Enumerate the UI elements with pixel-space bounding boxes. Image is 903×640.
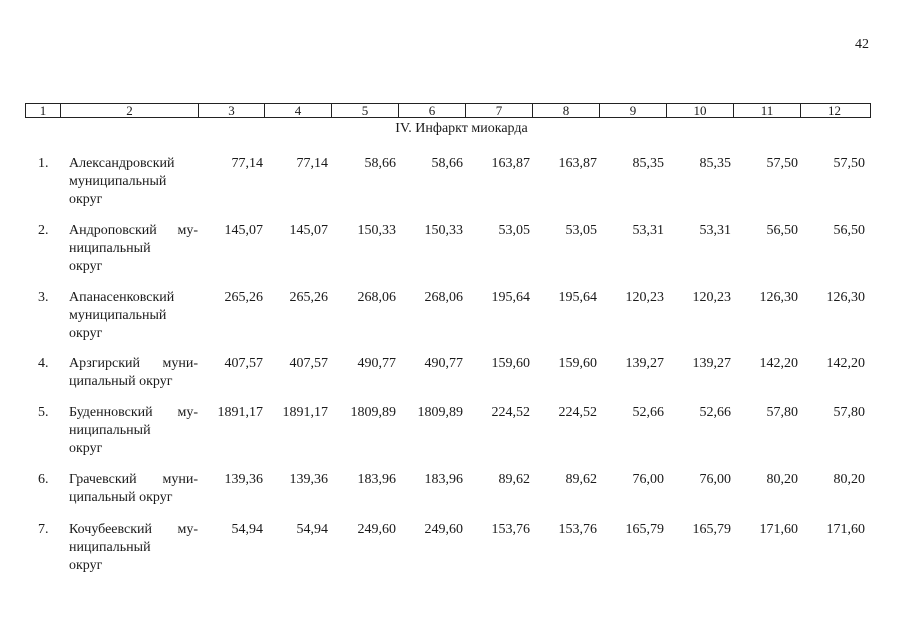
header-cell-9: 9 xyxy=(600,104,667,117)
value-col-6: 58,66 xyxy=(431,156,463,171)
header-cell-7: 7 xyxy=(466,104,533,117)
value-col-5: 58,66 xyxy=(364,156,396,171)
value-col-6: 1809,89 xyxy=(417,405,463,420)
header-cell-3: 3 xyxy=(199,104,265,117)
value-col-6: 183,96 xyxy=(424,472,463,487)
value-col-5: 490,77 xyxy=(357,356,396,371)
value-col-12: 56,50 xyxy=(833,223,865,238)
row-number: 1. xyxy=(38,156,49,171)
value-col-10: 120,23 xyxy=(692,290,731,305)
district-name xyxy=(69,521,198,575)
row-number: 3. xyxy=(38,290,49,305)
value-col-3: 1891,17 xyxy=(217,405,263,420)
value-col-12: 80,20 xyxy=(833,472,865,487)
value-col-10: 52,66 xyxy=(699,405,731,420)
header-cell-12: 12 xyxy=(828,103,841,118)
district-name-line: муниципальный xyxy=(69,174,167,189)
district-name-line: Грачевский муни- xyxy=(69,472,198,487)
header-cell-8: 8 xyxy=(533,104,600,117)
value-col-3: 265,26 xyxy=(224,290,263,305)
value-col-4: 77,14 xyxy=(296,156,328,171)
value-col-8: 89,62 xyxy=(565,472,597,487)
value-col-4: 145,07 xyxy=(289,223,328,238)
value-col-3: 407,57 xyxy=(224,356,263,371)
value-col-4: 407,57 xyxy=(289,356,328,371)
value-col-4: 139,36 xyxy=(289,472,328,487)
district-name-line: округ xyxy=(69,259,103,274)
value-col-11: 80,20 xyxy=(766,472,798,487)
row-number: 4. xyxy=(38,356,49,371)
value-col-7: 195,64 xyxy=(491,290,530,305)
value-col-7: 163,87 xyxy=(491,156,530,171)
value-col-9: 53,31 xyxy=(632,223,664,238)
header-cell-2: 2 xyxy=(61,104,199,117)
value-col-7: 53,05 xyxy=(498,223,530,238)
value-col-6: 249,60 xyxy=(424,522,463,537)
header-cell-4: 4 xyxy=(265,104,332,117)
district-name xyxy=(69,155,198,209)
value-col-9: 85,35 xyxy=(632,156,664,171)
header-cell-6: 6 xyxy=(399,104,466,117)
value-col-11: 57,80 xyxy=(766,405,798,420)
district-name-line: Арзгирский муни- xyxy=(69,356,198,371)
value-col-11: 171,60 xyxy=(759,522,798,537)
value-col-4: 54,94 xyxy=(296,522,328,537)
value-col-9: 52,66 xyxy=(632,405,664,420)
value-col-7: 89,62 xyxy=(498,472,530,487)
district-name xyxy=(69,289,198,343)
value-col-8: 224,52 xyxy=(558,405,597,420)
value-col-3: 139,36 xyxy=(224,472,263,487)
value-col-8: 159,60 xyxy=(558,356,597,371)
value-col-9: 120,23 xyxy=(625,290,664,305)
value-col-11: 56,50 xyxy=(766,223,798,238)
row-number: 5. xyxy=(38,405,49,420)
value-col-12: 126,30 xyxy=(826,290,865,305)
district-name-line: Буденновский му- xyxy=(69,405,198,420)
value-col-7: 159,60 xyxy=(491,356,530,371)
value-col-10: 165,79 xyxy=(692,522,731,537)
value-col-4: 265,26 xyxy=(289,290,328,305)
value-col-5: 1809,89 xyxy=(350,405,396,420)
district-name-line: Апанасенковский xyxy=(69,290,175,305)
value-col-9: 76,00 xyxy=(632,472,664,487)
district-name-line: округ xyxy=(69,558,103,573)
value-col-9: 139,27 xyxy=(625,356,664,371)
value-col-5: 183,96 xyxy=(357,472,396,487)
value-col-12: 57,50 xyxy=(833,156,865,171)
row-number: 2. xyxy=(38,223,49,238)
value-col-7: 224,52 xyxy=(491,405,530,420)
value-col-3: 77,14 xyxy=(231,156,263,171)
header-cell-10: 10 xyxy=(667,104,734,117)
district-name-line: округ xyxy=(69,326,103,341)
district-name-line: ниципальный xyxy=(69,540,151,555)
value-col-7: 153,76 xyxy=(491,522,530,537)
district-name-line: Кочубеевский му- xyxy=(69,522,198,537)
section-title: IV. Инфаркт миокарда xyxy=(395,121,528,136)
value-col-3: 145,07 xyxy=(224,223,263,238)
value-col-12: 171,60 xyxy=(826,522,865,537)
value-col-11: 142,20 xyxy=(759,356,798,371)
value-col-3: 54,94 xyxy=(231,522,263,537)
district-name-line: Андроповский му- xyxy=(69,223,198,238)
district-name-line: муниципальный xyxy=(69,308,167,323)
value-col-6: 490,77 xyxy=(424,356,463,371)
district-name-line: ниципальный xyxy=(69,423,151,438)
header-cell-11: 11 xyxy=(734,104,801,117)
value-col-8: 163,87 xyxy=(558,156,597,171)
value-col-6: 150,33 xyxy=(424,223,463,238)
value-col-4: 1891,17 xyxy=(282,405,328,420)
district-name xyxy=(69,355,198,391)
value-col-10: 139,27 xyxy=(692,356,731,371)
value-col-9: 165,79 xyxy=(625,522,664,537)
value-col-8: 53,05 xyxy=(565,223,597,238)
row-number: 6. xyxy=(38,472,49,487)
value-col-11: 126,30 xyxy=(759,290,798,305)
district-name-line: ципальный округ xyxy=(69,374,173,389)
value-col-5: 249,60 xyxy=(357,522,396,537)
value-col-5: 268,06 xyxy=(357,290,396,305)
district-name xyxy=(69,222,198,276)
value-col-12: 142,20 xyxy=(826,356,865,371)
value-col-5: 150,33 xyxy=(357,223,396,238)
row-number: 7. xyxy=(38,522,49,537)
value-col-10: 76,00 xyxy=(699,472,731,487)
value-col-10: 85,35 xyxy=(699,156,731,171)
header-cell-5: 5 xyxy=(332,104,399,117)
district-name-line: Александровский xyxy=(69,156,175,171)
value-col-6: 268,06 xyxy=(424,290,463,305)
header-cell-1: 1 xyxy=(26,104,61,117)
value-col-12: 57,80 xyxy=(833,405,865,420)
district-name xyxy=(69,404,198,458)
value-col-8: 195,64 xyxy=(558,290,597,305)
district-name-line: ниципальный xyxy=(69,241,151,256)
district-name-line: ципальный округ xyxy=(69,490,173,505)
value-col-11: 57,50 xyxy=(766,156,798,171)
page-number: 42 xyxy=(855,37,869,52)
district-name xyxy=(69,471,198,507)
district-name-line: округ xyxy=(69,441,103,456)
district-name-line: округ xyxy=(69,192,103,207)
value-col-10: 53,31 xyxy=(699,223,731,238)
table-header-row xyxy=(25,103,871,118)
value-col-8: 153,76 xyxy=(558,522,597,537)
